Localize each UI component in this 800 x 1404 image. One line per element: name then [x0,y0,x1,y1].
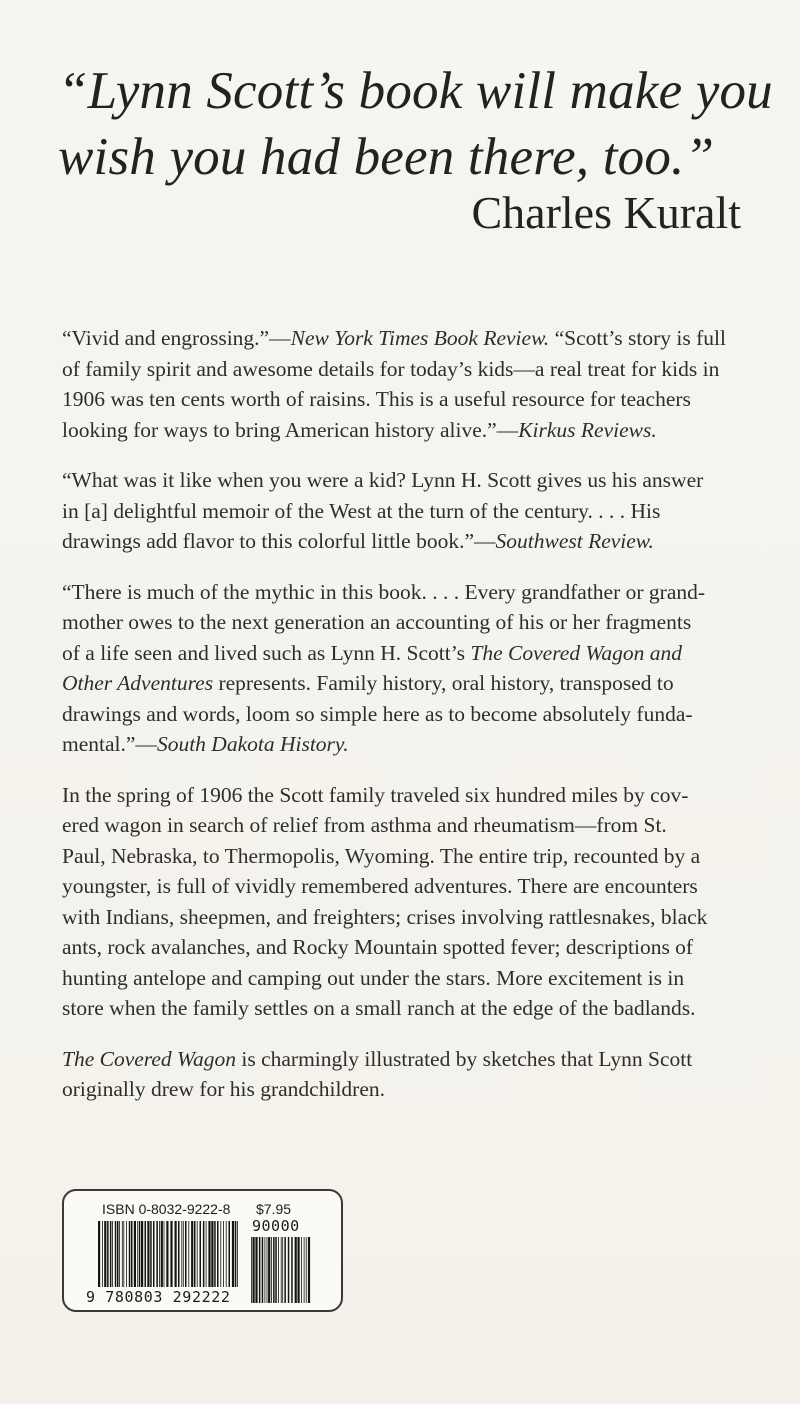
barcode-bar [98,1221,100,1287]
barcode-bar [268,1237,270,1303]
text-line [62,638,752,669]
barcode-bar [129,1221,131,1287]
text-line [62,729,752,760]
barcode-bar [275,1237,277,1303]
barcode-bar [278,1237,279,1303]
source-title: South Dakota History. [156,732,349,756]
barcode-bar [119,1221,120,1287]
text-run: looking for ways to bring American history alive.”— [62,417,519,442]
text-run: is charmingly illustrated by sketches that Lynn Scott [235,1046,693,1071]
source-title: Southwest Review. [495,529,654,553]
ean-digits: 9 780803 292222 [86,1288,231,1306]
text-line [62,415,752,446]
barcode-bar [112,1221,113,1287]
barcode-bar [308,1237,310,1303]
barcode-bar [281,1237,282,1303]
barcode-bar [301,1237,302,1303]
text-run: drawings add flavor to this colorful little book.”— [62,529,496,553]
text-line: mother owes to the next generation an accounting of his or her fragments [62,610,692,634]
source-title: New York Times Book Review. [290,326,550,350]
barcode-bar [181,1221,182,1287]
barcode-bar [159,1221,160,1287]
barcode-bar [139,1221,141,1287]
text-line: Paul, Nebraska, to Thermopolis, Wyoming. The entire trip, recounted by a [62,843,701,868]
barcode-bar [265,1237,266,1303]
text-line: ered wagon in search of relief from asthma and rheumatism—from St. [62,813,667,837]
barcode-bar [166,1221,168,1287]
barcode-bar [304,1237,305,1303]
barcode-bar [191,1221,193,1287]
text-line: 1906 was ten cents worth of raisins. This is a useful resource for teachers [62,387,691,411]
barcode-bar [253,1237,255,1303]
barcode-bar [185,1221,187,1287]
text-run: of a life seen and lived such as Lynn H. Scott’s [62,640,471,665]
text-line: “There is much of the mythic in this book. . . . Every grandfather or grand- [62,579,706,604]
barcode-box [62,1189,343,1312]
text-run: mental.”— [62,732,157,756]
ean-barcode [98,1221,240,1287]
barcode-bar [262,1237,264,1303]
text-line [62,1044,752,1075]
text-line: ants, rock avalanches, and Rocky Mountain spotted fever; descriptions of [62,935,694,959]
barcode-bar [107,1221,109,1287]
text-line: with Indians, sheepmen, and freighters; crises involving rattlesnakes, black [62,904,708,929]
barcode-bar [203,1221,205,1287]
barcode-bar [178,1221,180,1287]
text-line: In the spring of 1906 the Scott family traveled six hundred miles by cov- [62,782,689,807]
text-line: drawings and words, loom so simple here as to become absolutely funda- [62,701,693,726]
barcode-bar [175,1221,177,1287]
barcode-bar [147,1221,149,1287]
barcode-bar [200,1221,202,1287]
pull-quote [58,58,773,190]
barcode-bar [226,1221,227,1287]
barcode-bar [161,1221,163,1287]
pull-quote-line-2: wish you had been there, too.” [58,128,715,186]
description-paragraph [62,780,752,1024]
book-title: The Covered Wagon and [470,640,683,665]
barcode-bar [220,1221,221,1287]
illustration-paragraph [62,1044,752,1105]
barcode-bar [232,1221,234,1287]
barcode-bar [206,1221,207,1287]
review-paragraph-3 [62,577,752,760]
text-run: “Vivid and engrossing.”— [62,326,291,350]
barcode-bar [117,1221,119,1287]
barcode-bar [251,1237,252,1303]
barcode-bar [110,1221,112,1287]
barcode-bar [306,1237,307,1303]
barcode-bar [295,1237,297,1303]
barcode-bar [271,1237,272,1303]
text-line: in [a] delightful memoir of the West at the turn of the century. . . . His [62,498,661,523]
text-line: originally drew for his grandchildren. [62,1077,386,1101]
review-paragraph-1 [62,323,752,445]
text-line: of family spirit and awesome details for today’s kids—a real treat for kids in [62,356,720,381]
barcode-bar [122,1221,123,1287]
barcode-bar [194,1221,196,1287]
barcode-bar [134,1221,136,1287]
barcode-bar [123,1221,124,1287]
barcode-bar [259,1237,261,1303]
barcode-bar [237,1221,238,1287]
barcode-bar [211,1221,213,1287]
barcode-bar [183,1221,184,1287]
barcode-bar [282,1237,283,1303]
book-title: The Covered Wagon [62,1046,236,1071]
pull-quote-line-1: “Lynn Scott’s book will make you [58,62,773,120]
source-title: Kirkus Reviews. [518,417,657,442]
text-line: hunting antelope and camping out under the stars. More excitement is in [62,965,685,990]
barcode-bar [235,1221,237,1287]
barcode-bar [145,1221,147,1287]
barcode-bar [102,1221,103,1287]
barcode-bar [217,1221,219,1287]
barcode-bar [214,1221,216,1287]
barcode-bar [255,1237,257,1303]
barcode-bar [137,1221,138,1287]
barcode-bar [141,1221,143,1287]
book-title: Other Adventures [62,671,214,695]
barcode-bar [156,1221,158,1287]
review-paragraph-2 [62,465,752,557]
barcode-bar [208,1221,210,1287]
barcode-bar [131,1221,133,1287]
barcode-bar [284,1237,286,1303]
barcode-bar [115,1221,117,1287]
barcode-bar [150,1221,152,1287]
text-run: “Scott’s story is full [549,326,726,350]
barcode-bar [126,1221,127,1287]
price-label: $7.95 [256,1201,292,1217]
barcode-bar [229,1221,231,1287]
barcode-bar [164,1221,165,1287]
barcode-bar [153,1221,155,1287]
barcode-bar [104,1221,106,1287]
addon-barcode [251,1237,311,1303]
barcode-bar [188,1221,189,1287]
barcode-bar [267,1237,268,1303]
quote-attribution: Charles Kuralt [471,187,741,238]
review-text [62,323,752,1125]
barcode-bar [170,1221,172,1287]
text-line: “What was it like when you were a kid? Lynn H. Scott gives us his answer [62,468,704,492]
text-line [62,526,752,557]
barcode-bar [197,1221,198,1287]
barcode-bar [288,1237,290,1303]
text-line [62,668,752,699]
text-line [62,323,752,354]
text-line: store when the family settles on a small ranch at the edge of the badlands. [62,996,696,1020]
barcode-bar [298,1237,300,1303]
addon-code: 90000 [252,1217,300,1235]
barcode-bar [291,1237,293,1303]
isbn-label: ISBN 0-8032-9222-8 [102,1201,231,1217]
barcode-bar [273,1237,275,1303]
text-line: youngster, is full of vividly remembered adventures. There are encounters [62,874,698,898]
text-run: represents. Family history, oral history, transposed to [213,671,674,695]
barcode-bar [223,1221,224,1287]
